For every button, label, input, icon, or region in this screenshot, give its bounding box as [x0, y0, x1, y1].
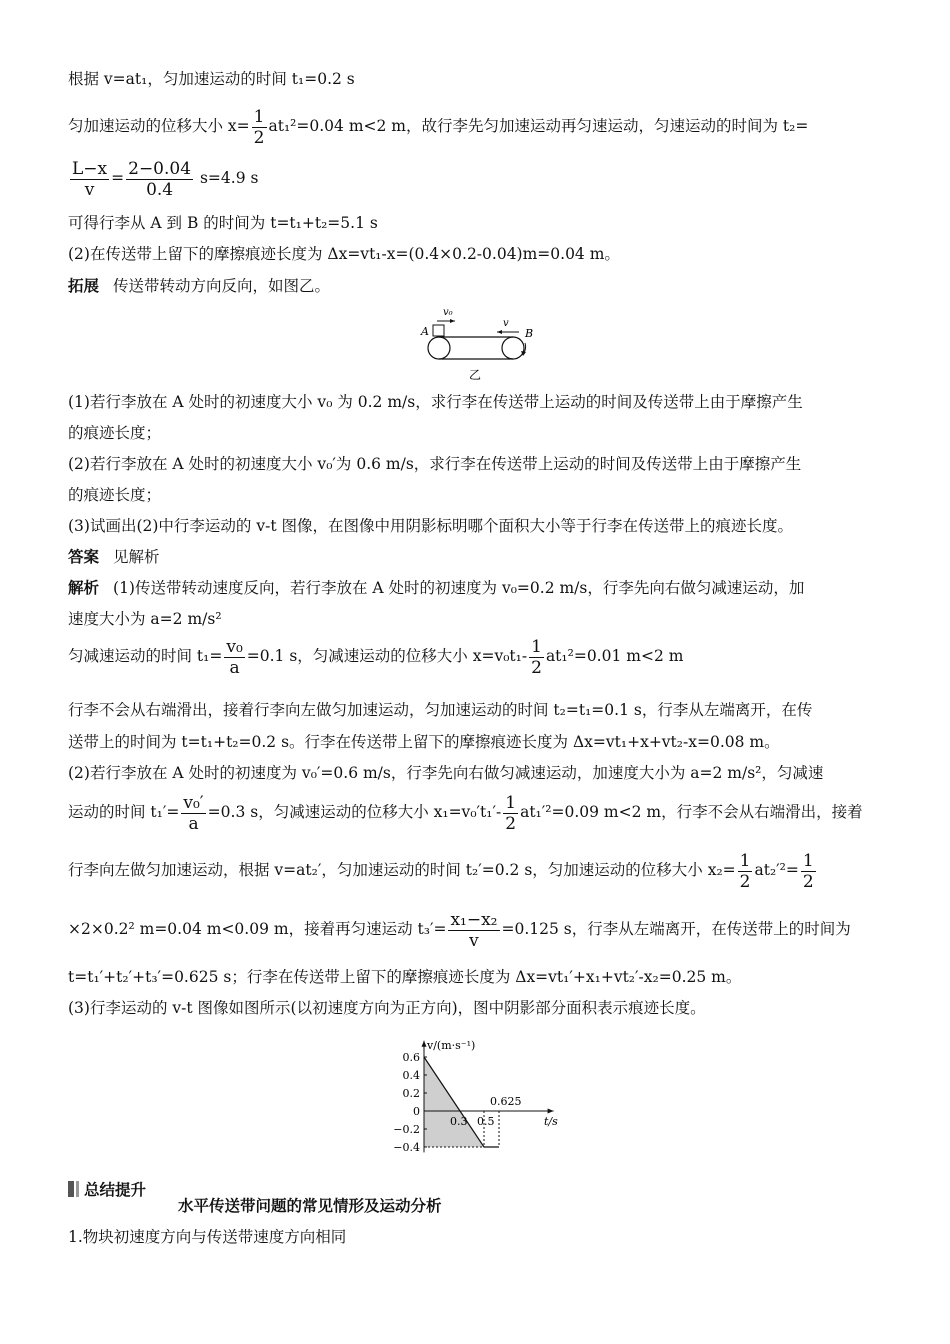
text-line: 可得行李从 A 到 B 的时间为 t=t₁+t₂=5.1 s [68, 214, 378, 232]
text-line: (1)若行李放在 A 处时的初速度大小 v₀ 为 0.2 m/s，求行李在传送带上运动的时间及传送带上由于摩擦产生 [68, 393, 803, 411]
v-arrowhead [497, 330, 502, 334]
analysis-label: 解析 [68, 579, 100, 597]
text-line: 根据 v=at₁，匀加速运动的时间 t₁=0.2 s [68, 70, 355, 88]
answer-label: 答案 [68, 548, 100, 566]
y-tick-label: −0.2 [393, 1123, 420, 1136]
fraction: $\frac{1}{2}$ [253, 106, 265, 148]
text-line: 的痕迹长度； [68, 486, 162, 504]
figure-caption: 乙 [469, 368, 482, 382]
y-tick-label: 0.4 [402, 1069, 420, 1082]
v-label: v [503, 318, 509, 329]
text-line: 答案 见解析 [68, 548, 160, 566]
summary-label: 总结提升 [84, 1181, 147, 1199]
x-tick-label: 0.3 [450, 1115, 468, 1128]
fraction: $\frac{L-x}{v}$ [72, 158, 108, 200]
text-line: 行李向左做匀加速运动，根据 v=at₂′，匀加速运动的时间 t₂′=0.2 s，匀加速运动的位移大小 x₂= $\frac{1}{2}$ at₂′²= $\frac{1}{2}$ [68, 850, 814, 892]
vt-graph [388, 1025, 568, 1165]
summary-icon-accent [76, 1181, 79, 1197]
text-line: 1.物块初速度方向与传送带速度方向相同 [68, 1228, 347, 1246]
text-line: (2)在传送带上留下的摩擦痕迹长度为 Δx=vt₁-x=(0.4×0.2-0.04)m=0.04 m。 [68, 245, 620, 263]
x-axis-arrowhead [548, 1109, 554, 1114]
text-line: (2)若行李放在 A 处时的初速度大小 v₀′为 0.6 m/s，求行李在传送带上运动的时间及传送带上由于摩擦产生 [68, 455, 802, 473]
text-line: 拓展 传送带转动方向反向，如图乙。 [68, 277, 331, 295]
text-line: 行李不会从右端滑出，接着行李向左做匀加速运动，匀加速运动的时间 t₂=t₁=0.1 s，行李从左端离开，在传 [68, 701, 813, 719]
y-tick-label: −0.4 [393, 1141, 420, 1154]
fraction: $\frac{1}{2}$ [505, 792, 517, 834]
point-a-label: A [421, 325, 429, 338]
fraction: $\frac{\text{v₀′}}{a}$ [183, 792, 204, 834]
text-line: 解析 (1)传送带转动速度反向，若行李放在 A 处时的初速度为 v₀=0.2 m/s，行李先向右做匀减速运动，加 [68, 579, 805, 597]
text-line: (2)若行李放在 A 处时的初速度为 v₀′=0.6 m/s，行李先向右做匀减速运动，加速度大小为 a=2 m/s²，匀减速 [68, 764, 824, 782]
text-line: (3)行李运动的 v-t 图像如图所示(以初速度方向为正方向)，图中阴影部分面积表示痕迹长度。 [68, 999, 706, 1017]
summary-title: 水平传送带问题的常见情形及运动分析 [178, 1197, 442, 1215]
text-line: 匀减速运动的时间 t₁= $\frac{\text{v₀}}{a}$ =0.1 s，匀减速运动的位移大小 x=v₀t₁- $\frac{1}{2}$ at₁²=0.01 m<2 m [68, 636, 684, 678]
conveyor-belt-figure [415, 303, 545, 383]
text-line: ×2×0.2² m=0.04 m<0.09 m，接着再匀速运动 t₃′= $\frac{\text{x₁−x₂}}{v}$ =0.125 s，行李从左端离开，在传送带上的时间为 [68, 909, 851, 951]
left-wheel [428, 337, 450, 359]
summary-icon [68, 1181, 74, 1197]
y-axis-arrowhead [422, 1041, 427, 1047]
fraction: $\frac{\text{v₀}}{a}$ [226, 636, 243, 678]
fraction: $\frac{1}{2}$ [739, 850, 751, 892]
y-tick-label: 0.2 [402, 1087, 420, 1100]
fraction: $\frac{2-0.04}{0.4}$ [128, 158, 192, 200]
text-line: $\frac{L-x}{v}$ = $\frac{2-0.04}{0.4}$ s=4.9 s [72, 158, 259, 200]
text-line: t=t₁′+t₂′+t₃′=0.625 s；行李在传送带上留下的摩擦痕迹长度为 Δx=vt₁′+x₁+vt₂′-x₂=0.25 m。 [68, 968, 742, 986]
x-tick-label: 0.625 [490, 1095, 522, 1108]
text-line: (3)试画出(2)中行李运动的 v-t 图像，在图像中用阴影标明哪个面积大小等于行李在传送带上的痕迹长度。 [68, 517, 793, 535]
fraction: $\frac{1}{2}$ [531, 636, 542, 678]
fraction: $\frac{\text{x₁−x₂}}{v}$ [450, 909, 498, 951]
fraction: $\frac{1}{2}$ [802, 850, 814, 892]
y-tick-label: 0 [413, 1105, 420, 1118]
luggage-box [433, 325, 444, 336]
v0-arrowhead [450, 319, 455, 323]
v0-label: v₀ [443, 307, 453, 318]
text-line: 送带上的时间为 t=t₁+t₂=0.2 s。行李在传送带上留下的摩擦痕迹长度为 Δx=vt₁+x+vt₂-x=0.08 m。 [68, 733, 780, 751]
y-axis-label: v/(m·s⁻¹) [427, 1038, 476, 1052]
y-tick-label: 0.6 [402, 1051, 420, 1064]
text-line: 运动的时间 t₁′= $\frac{\text{v₀′}}{a}$ =0.3 s，匀减速运动的位移大小 x₁=v₀′t₁′- $\frac{1}{2}$ at₁′²=0.09 m<2 m，行李不会从右端滑出，接着 [68, 792, 863, 834]
extension-label: 拓展 [68, 277, 100, 295]
point-b-label: B [525, 327, 534, 340]
text-line: 速度大小为 a=2 m/s² [68, 610, 222, 628]
x-axis-label: t/s [544, 1115, 558, 1128]
text-line: 的痕迹长度； [68, 424, 162, 442]
text-line: 匀加速运动的位移大小 x= $\frac{1}{2}$ at₁²=0.04 m<2 m，故行李先匀加速运动再匀速运动，匀速运动的时间为 t₂= [68, 106, 809, 148]
x-tick-label: 0.5 [477, 1115, 495, 1128]
right-wheel [502, 337, 524, 359]
